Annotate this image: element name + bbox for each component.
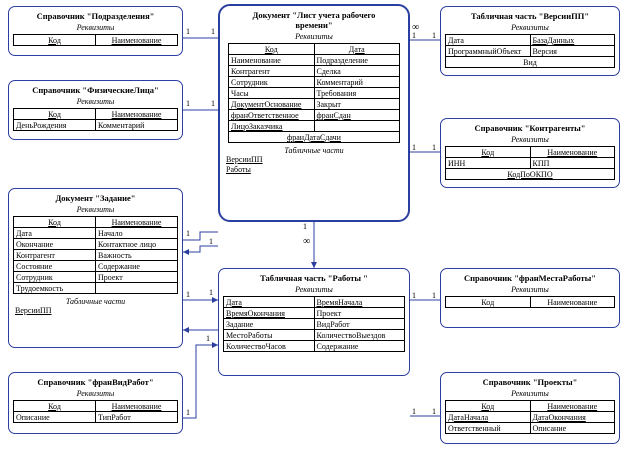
attr-cell: Часы [229, 88, 315, 99]
node-spravochnik-fizicheskielica[interactable] [8, 80, 183, 140]
node-title: Документ "Задание" [55, 193, 136, 203]
table-row [446, 57, 615, 68]
attr-cell: Начало [96, 228, 178, 239]
table-row [14, 228, 178, 239]
table-row [229, 66, 400, 77]
table-row [14, 401, 178, 412]
node-tablichnaya-chast-versiipp[interactable] [440, 6, 620, 76]
table-row [224, 341, 405, 352]
node-section-label: Реквизиты [76, 389, 115, 398]
node-section-label: Реквизиты [511, 23, 549, 32]
attr-cell: Версия [530, 46, 615, 57]
table-row [224, 297, 405, 308]
attr-cell: ДатаНачала [446, 412, 531, 423]
node-title: Табличная часть "Работы " [260, 273, 368, 283]
attr-cell: Описание [530, 423, 615, 434]
cardinality-label: 1 [186, 99, 190, 108]
attr-cell: Наименование [530, 401, 615, 412]
attr-cell: Сделка [314, 66, 400, 77]
attribute-table [13, 216, 178, 294]
cardinality-label: 1 [412, 407, 416, 416]
attr-cell: ДатаОкончания [530, 412, 615, 423]
table-row [14, 250, 178, 261]
node-title: Справочник "Подразделения" [36, 11, 155, 21]
attr-cell: Дата [14, 228, 96, 239]
table-row [224, 308, 405, 319]
node-tablichnaya-chast-raboty[interactable] [218, 268, 410, 376]
attr-cell: КодПоОКПО [446, 169, 615, 180]
node-spravochnik-franmestaraboty[interactable] [440, 268, 620, 328]
attr-cell: Наименование [96, 35, 178, 46]
attr-cell: Код [446, 147, 531, 158]
table-row [446, 35, 615, 46]
attr-cell: ВидРабот [314, 319, 405, 330]
attribute-table [445, 400, 615, 434]
attr-cell: КоличествоВыездов [314, 330, 405, 341]
cardinality-label: 1 [206, 334, 210, 343]
table-row [14, 217, 178, 228]
cardinality-label: 1 [209, 237, 213, 246]
attr-cell: Наименование [96, 217, 178, 228]
attr-cell: Закрыт [314, 99, 400, 110]
attr-cell: ВремяОкончания [224, 308, 315, 319]
attr-cell: Наименование [530, 147, 615, 158]
node-title: Справочник "ФизическиеЛица" [32, 85, 159, 95]
cardinality-label-infinity: ∞ [303, 236, 311, 247]
table-row [14, 35, 178, 46]
cardinality-label: 1 [412, 291, 416, 300]
table-row [14, 283, 178, 294]
attr-cell: БазаДанных [530, 35, 615, 46]
node-dokument-list-ucheta[interactable] [218, 4, 410, 222]
attr-cell: Код [14, 401, 96, 412]
attr-cell: Код [14, 35, 96, 46]
table-row [14, 261, 178, 272]
attr-cell: Подразделение [314, 55, 400, 66]
table-row [446, 401, 615, 412]
attr-cell: ДокументОснование [229, 99, 315, 110]
node-spravochnik-kontragenty[interactable] [440, 118, 620, 188]
node-section-label: Реквизиты [295, 32, 333, 41]
attr-cell: Ответственный [446, 423, 531, 434]
node-section-label: Реквизиты [511, 135, 549, 144]
attr-cell: КоличествоЧасов [224, 341, 315, 352]
table-row [446, 169, 615, 180]
attr-cell: Комментарий [314, 77, 400, 88]
attr-cell: Наименование [530, 297, 615, 308]
table-row [446, 158, 615, 169]
attr-cell: Наименование [96, 401, 178, 412]
node-section-label: Реквизиты [76, 205, 115, 214]
attr-cell: Сотрудник [14, 272, 96, 283]
cardinality-label: 1 [211, 27, 215, 36]
attr-cell: Наименование [229, 55, 315, 66]
attr-cell: Содержание [314, 341, 405, 352]
attr-cell: Проект [314, 308, 405, 319]
attr-cell [314, 121, 400, 132]
attr-cell: Наименование [96, 109, 178, 120]
attr-cell: франОтветственное [229, 110, 315, 121]
node-title: Справочник "Проекты" [482, 377, 578, 387]
table-row [446, 412, 615, 423]
node-spravochnik-podrazdeleniya[interactable] [8, 6, 183, 56]
attr-cell: Дата [314, 44, 400, 55]
cardinality-label: 1 [432, 143, 436, 152]
cardinality-label: 1 [412, 143, 416, 152]
attr-cell: Трудоемкость [14, 283, 96, 294]
attr-cell: ИНН [446, 158, 531, 169]
table-row [229, 88, 400, 99]
attr-cell: Код [14, 217, 96, 228]
attr-cell: Задание [224, 319, 315, 330]
cardinality-label: 1 [432, 407, 436, 416]
node-spravochnik-proekty[interactable] [440, 372, 620, 444]
cardinality-label: 1 [209, 288, 213, 297]
attribute-table [13, 108, 178, 131]
cardinality-label: 1 [412, 31, 416, 40]
cardinality-label: 1 [186, 408, 190, 417]
attr-cell: Контактное лицо [96, 239, 178, 250]
tabular-section-item: Работы [226, 164, 251, 174]
attr-cell: Код [14, 109, 96, 120]
tabular-section-item: ВерсииПП [226, 155, 263, 164]
table-row [14, 239, 178, 250]
attr-cell: Состояние [14, 261, 96, 272]
table-row [229, 99, 400, 110]
attr-cell: ТипРабот [96, 412, 178, 423]
node-section-label: Реквизиты [76, 23, 115, 32]
table-row [229, 132, 400, 143]
node-title: Справочник "Контрагенты" [474, 123, 586, 133]
attr-cell: МестоРаботы [224, 330, 315, 341]
node-dokument-zadanie[interactable] [8, 188, 183, 348]
table-row [229, 121, 400, 132]
attribute-table [223, 296, 405, 352]
cardinality-label-infinity: ∞ [412, 22, 420, 33]
attr-cell: Вид [446, 57, 615, 68]
node-title: Справочник "франВидРабот" [37, 377, 154, 387]
table-row [229, 44, 400, 55]
attr-cell: ПрограммныйОбъект [446, 46, 531, 57]
node-section-label: Реквизиты [511, 285, 549, 294]
attribute-table [445, 296, 615, 308]
attr-cell: Дата [224, 297, 315, 308]
attr-cell: Код [446, 401, 531, 412]
node-spravochnik-franvidrabot[interactable] [8, 372, 183, 434]
cardinality-label: 1 [432, 31, 436, 40]
attribute-table [445, 34, 615, 68]
attr-cell: Код [446, 297, 531, 308]
attr-cell: Контрагент [14, 250, 96, 261]
node-section-label: Реквизиты [511, 389, 549, 398]
attr-cell: Контрагент [229, 66, 315, 77]
table-row [14, 120, 178, 131]
attr-cell: Проект [96, 272, 178, 283]
table-row [229, 77, 400, 88]
attr-cell: Содержание [96, 261, 178, 272]
attr-cell [96, 283, 178, 294]
attr-cell: Окончание [14, 239, 96, 250]
attr-cell: Комментарий [96, 120, 178, 131]
table-row [446, 46, 615, 57]
table-row [14, 109, 178, 120]
table-row [446, 423, 615, 434]
attr-cell: Дата [446, 35, 531, 46]
tabular-sections-header: Табличные части [284, 146, 344, 155]
node-section-label: Реквизиты [295, 285, 333, 294]
cardinality-label: 1 [186, 290, 190, 299]
node-title: Табличная часть "ВерсииПП" [470, 11, 590, 21]
attr-cell: Важность [96, 250, 178, 261]
tabular-section-item: ВерсииПП [15, 306, 52, 315]
table-row [224, 330, 405, 341]
cardinality-label: 1 [186, 27, 190, 36]
attribute-table [13, 400, 178, 423]
table-row [446, 297, 615, 308]
attr-cell: Требования [314, 88, 400, 99]
node-title: Справочник "франМестаРаботы" [464, 273, 596, 283]
cardinality-label: 1 [432, 291, 436, 300]
attr-cell: ДеньРождения [14, 120, 96, 131]
attribute-table [228, 43, 400, 143]
attr-cell: ВремяНачала [314, 297, 405, 308]
table-row [14, 412, 178, 423]
attr-cell: ЛицоЗаказчика [229, 121, 315, 132]
attr-cell: Сотрудник [229, 77, 315, 88]
tabular-sections-header: Табличные части [65, 297, 126, 306]
cardinality-label: 1 [211, 99, 215, 108]
attr-cell: КПП [530, 158, 615, 169]
table-row [14, 272, 178, 283]
attr-cell: Описание [14, 412, 96, 423]
cardinality-label: 1 [186, 229, 190, 238]
cardinality-label: 1 [303, 222, 307, 231]
table-row [446, 147, 615, 158]
table-row [229, 55, 400, 66]
node-section-label: Реквизиты [76, 97, 115, 106]
table-row [229, 110, 400, 121]
attribute-table [445, 146, 615, 180]
attribute-table [13, 34, 178, 46]
attr-cell: франДатаСдачи [229, 132, 400, 143]
node-title: Документ "Лист учета рабочего времени" [252, 10, 376, 30]
attr-cell: Код [229, 44, 315, 55]
table-row [224, 319, 405, 330]
attr-cell: франСдан [314, 110, 400, 121]
